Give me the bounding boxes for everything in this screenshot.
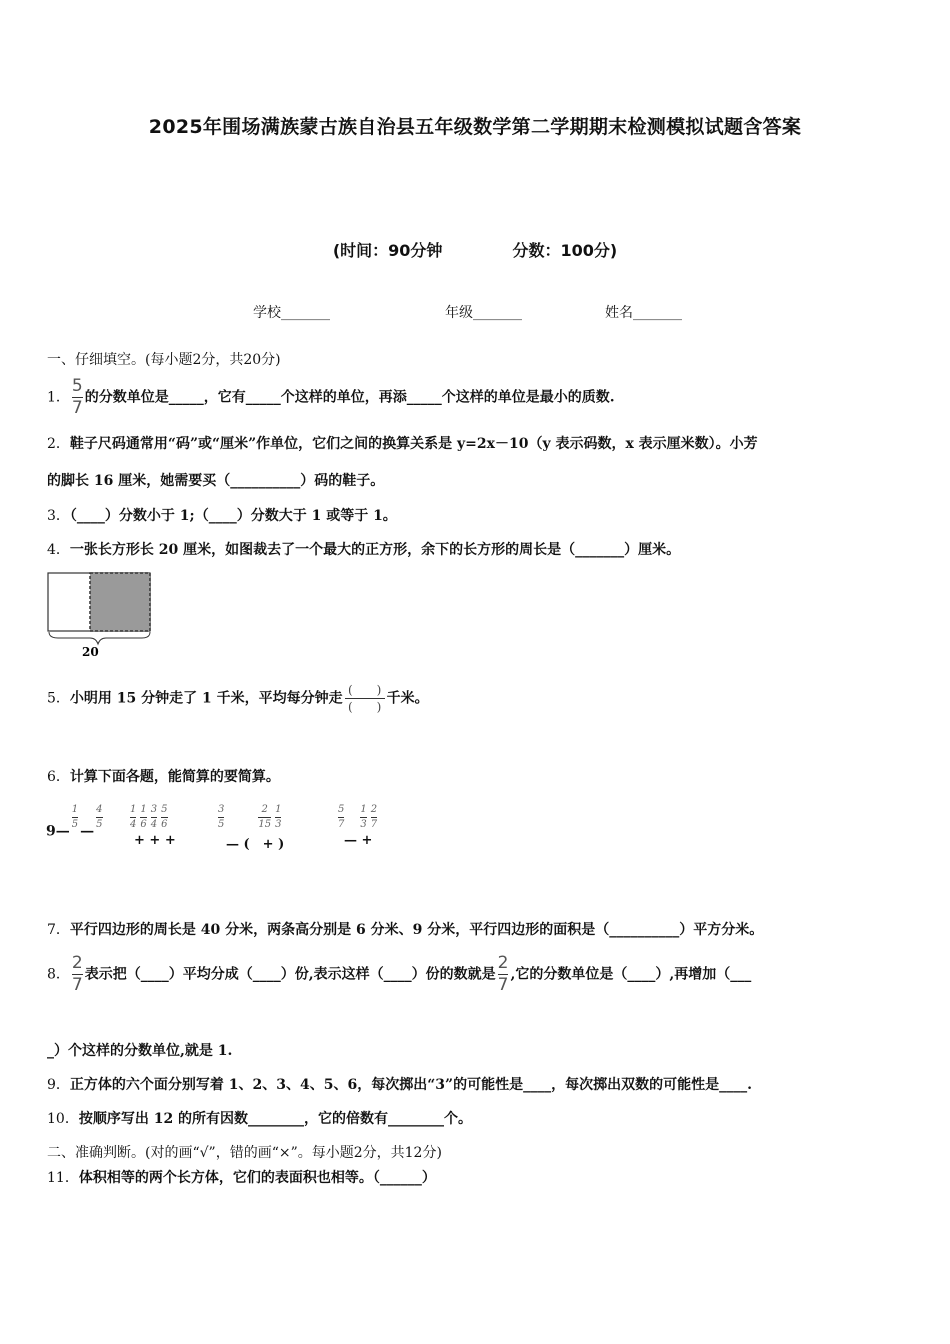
question-5 (47, 684, 429, 713)
section-2-heading: 二、准确判断。(对的画“√”，错的画“×”。每小题2分，共12分) (47, 1145, 442, 1161)
question-text: 按顺序写出 12 的所有因数________，它的倍数有________个。 (78, 1111, 473, 1127)
name-field[interactable]: 姓名_______ (605, 305, 682, 321)
question-9 (47, 1075, 752, 1095)
question-number: 6． (47, 769, 70, 785)
question-11 (47, 1168, 436, 1188)
length-brace (49, 632, 150, 644)
expression-4: $\frac{5}{7}$ $\frac{1}{3}$ $\frac{2}{7}$ — + (338, 804, 378, 848)
question-number: 3． (47, 508, 70, 524)
question-number: 2． (47, 436, 70, 452)
fraction-5-7: $\frac{5}{7}$ (71, 376, 83, 418)
question-text-line1: 鞋子尺码通常用“码”或“厘米”作单位，它们之间的换算关系是 y=2x－10（y 表示码数，x 表示厘米数）。小芳 (69, 436, 758, 452)
question-4 (47, 540, 680, 560)
cut-square (90, 573, 150, 631)
question-10 (47, 1109, 472, 1129)
time-limit: (时间：90分钟 (332, 241, 443, 260)
question-text: 正方体的六个面分别写着 1、2、3、4、5、6，每次掷出“3”的可能性是____，每次掷出双数的可能性是____. (69, 1077, 752, 1093)
question-1 (47, 378, 615, 417)
school-field[interactable]: 学校_______ (253, 305, 330, 321)
question-3 (47, 506, 397, 526)
exam-meta (0, 238, 950, 261)
question-text: 小明用 15 分钟走了 1 千米，平均每分钟走 (69, 690, 343, 707)
question-2-line2: 的脚长 16 厘米，她需要买（__________）码的鞋子。 (47, 473, 385, 489)
question-text: 一张长方形长 20 厘米，如图裁去了一个最大的正方形，余下的长方形的周长是（_______）厘米。 (69, 542, 681, 558)
grade-field[interactable]: 年级_______ (445, 305, 522, 321)
question-text: （____）分数小于 1;（____）分数大于 1 或等于 1。 (69, 508, 397, 524)
question-8-line2: _）个这样的分数单位,就是 1. (47, 1043, 233, 1059)
question-number: 9． (47, 1077, 70, 1093)
question-number: 1． (47, 389, 70, 406)
total-score: 分数：100分) (512, 241, 618, 260)
question-text: 的分数单位是_____，它有_____个这样的单位，再添_____个这样的单位是最小的质数. (84, 389, 615, 406)
page-title: 2025年围场满族蒙古族自治县五年级数学第二学期期末检测模拟试题含答案 (148, 116, 802, 138)
question-2 (47, 434, 758, 454)
question-number: 11． (47, 1170, 79, 1186)
expression-3: $\frac{3}{5}$ $\frac{2}{15}$ $\frac{1}{3}$ — ( + ) (218, 804, 285, 852)
question-number: 7． (47, 922, 70, 938)
question-6 (47, 767, 280, 787)
question-text-part1: 表示把（____）平均分成（____）份,表示这样（____）份的数就是 (84, 966, 496, 983)
fraction-2-7: $\frac{2}{7}$ (497, 953, 509, 995)
question-text-part2: ,它的分数单位是（____）,再增加（___ (510, 966, 752, 983)
expression-1: 9— $\frac{1}{5}$ — $\frac{4}{5}$ (46, 804, 103, 840)
length-label: 20 (82, 645, 99, 659)
section-1-heading: 一、仔细填空。(每小题2分，共20分) (47, 352, 281, 368)
question-number: 10． (47, 1111, 79, 1127)
question-number: 8． (47, 966, 70, 983)
question-text: 平行四边形的周长是 40 分米，两条高分别是 6 分米、9 分米，平行四边形的面积是（__________）平方分米。 (69, 922, 764, 938)
question-unit: 千米。 (386, 690, 429, 707)
expression-2: $\frac{1}{4}$ $\frac{1}{6}$ $\frac{3}{4}$ $\frac{5}{6}$ + + + (130, 804, 176, 848)
question-text: 体积相等的两个长方体，它们的表面积也相等。（______） (78, 1170, 436, 1186)
rectangle-figure (46, 570, 156, 660)
question-7 (47, 920, 763, 940)
fraction-2-7: $\frac{2}{7}$ (71, 953, 83, 995)
question-text: 计算下面各题，能简算的要简算。 (69, 769, 280, 785)
question-number: 4． (47, 542, 70, 558)
question-8 (47, 955, 751, 994)
blank-fraction[interactable]: $\frac{( )}{( )}$ (345, 684, 385, 713)
question-number: 5． (47, 690, 70, 707)
